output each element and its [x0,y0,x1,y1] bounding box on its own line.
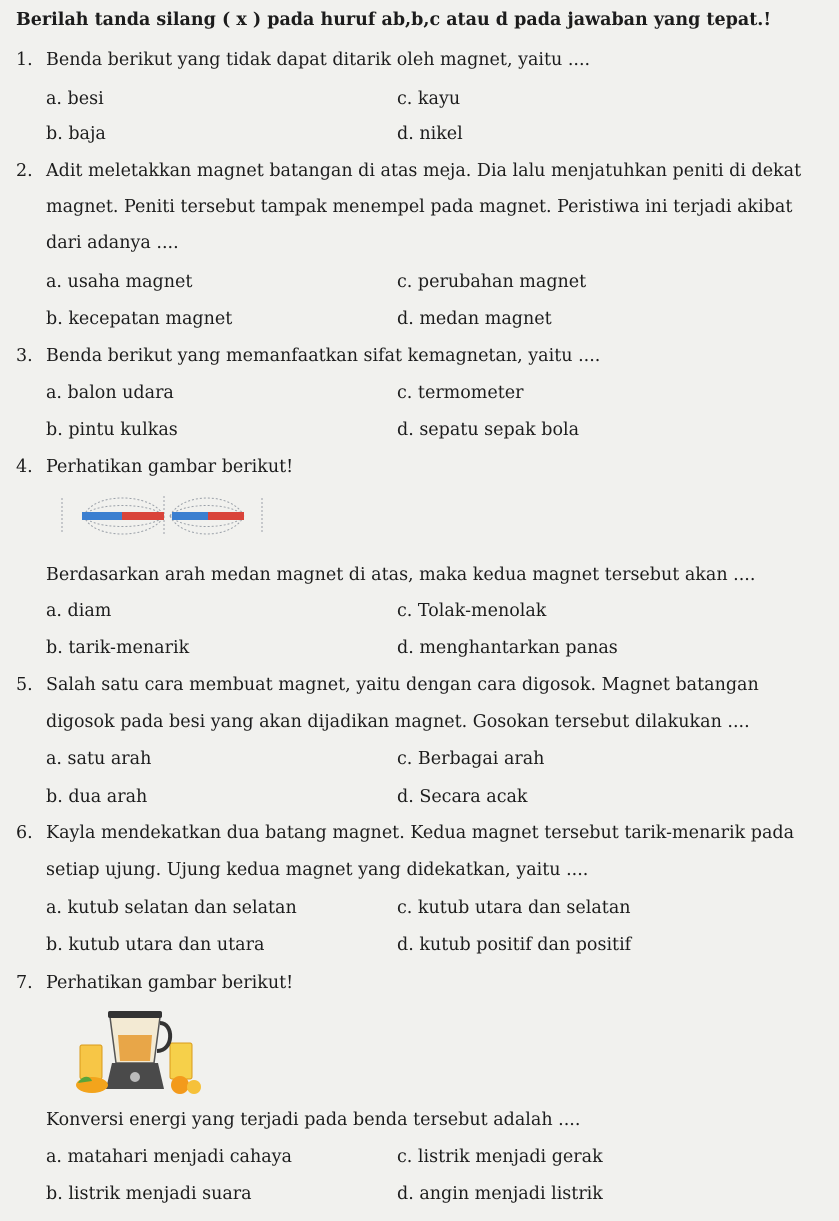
blender-contents [118,1035,152,1061]
question-5-text-line-1: Salah satu cara membuat magnet, yaitu dengan cara digosok. Magnet batangan [46,675,759,695]
magnet-1-red-pole [122,512,164,520]
q3-option-b[interactable]: b. pintu kulkas [46,420,178,440]
question-4-text-line-2: Berdasarkan arah medan magnet di atas, maka kedua magnet tersebut akan .... [46,565,756,585]
magnet-1-blue-pole [82,512,122,520]
q7-option-d[interactable]: d. angin menjadi listrik [397,1184,603,1204]
q6-option-d[interactable]: d. kutub positif dan positif [397,935,632,955]
fruit-right-2 [187,1080,201,1094]
q5-option-a[interactable]: a. satu arah [46,749,152,769]
q6-option-a[interactable]: a. kutub selatan dan selatan [46,898,297,918]
q6-option-c[interactable]: c. kutub utara dan selatan [397,898,631,918]
question-2-text-line-3: dari adanya .... [46,233,179,253]
question-6-text-line-1: Kayla mendekatkan dua batang magnet. Kedua magnet tersebut tarik-menarik pada [46,823,795,843]
instruction: Berilah tanda silang ( x ) pada huruf ab,b,c atau d pada jawaban yang tepat.! [16,10,772,30]
q7-option-c[interactable]: c. listrik menjadi gerak [397,1147,603,1167]
q3-option-c[interactable]: c. termometer [397,383,524,403]
q2-option-b[interactable]: b. kecepatan magnet [46,309,233,329]
question-5-number[interactable]: 5. [16,675,33,695]
q5-option-c[interactable]: c. Berbagai arah [397,749,545,769]
q2-option-d[interactable]: d. medan magnet [397,309,552,329]
question-3-text: Benda berikut yang memanfaatkan sifat kemagnetan, yaitu .... [46,346,601,366]
question-1-text: Benda berikut yang tidak dapat ditarik oleh magnet, yaitu .... [46,50,591,70]
blender-figure [62,1005,212,1097]
q5-option-d[interactable]: d. Secara acak [397,787,528,807]
q1-option-a[interactable]: a. besi [46,89,104,109]
question-3-number[interactable]: 3. [16,346,33,366]
question-2-number[interactable]: 2. [16,161,33,181]
juice-glass-left [80,1045,102,1079]
blender-dial [130,1072,140,1082]
q7-option-b[interactable]: b. listrik menjadi suara [46,1184,252,1204]
q6-option-b[interactable]: b. kutub utara dan utara [46,935,265,955]
q3-option-a[interactable]: a. balon udara [46,383,174,403]
blender-lid [108,1011,162,1018]
magnet-2-blue-pole [172,512,208,520]
question-2-text-line-2: magnet. Peniti tersebut tampak menempel pada magnet. Peristiwa ini terjadi akibat [46,197,793,217]
question-2-text-line-1: Adit meletakkan magnet batangan di atas meja. Dia lalu menjatuhkan peniti di dekat [46,161,802,181]
question-7-text-line-2: Konversi energi yang terjadi pada benda tersebut adalah .... [46,1110,581,1130]
question-6-number[interactable]: 6. [16,823,33,843]
q2-option-a[interactable]: a. usaha magnet [46,272,193,292]
question-4-number[interactable]: 4. [16,457,33,477]
fruit-right-1 [171,1076,189,1094]
q4-option-a[interactable]: a. diam [46,601,112,621]
question-7-text-line-1: Perhatikan gambar berikut! [46,973,294,993]
q2-option-c[interactable]: c. perubahan magnet [397,272,587,292]
question-7-number[interactable]: 7. [16,973,33,993]
magnet-field-figure [52,490,277,542]
question-5-text-line-2: digosok pada besi yang akan dijadikan magnet. Gosokan tersebut dilakukan .... [46,712,750,732]
magnet-2-red-pole [208,512,244,520]
juice-glass-right [170,1043,192,1079]
q3-option-d[interactable]: d. sepatu sepak bola [397,420,580,440]
q1-option-b[interactable]: b. baja [46,124,106,144]
q1-option-c[interactable]: c. kayu [397,89,461,109]
q1-option-d[interactable]: d. nikel [397,124,463,144]
q4-option-d[interactable]: d. menghantarkan panas [397,638,618,658]
q4-option-b[interactable]: b. tarik-menarik [46,638,190,658]
q5-option-b[interactable]: b. dua arah [46,787,148,807]
q4-option-c[interactable]: c. Tolak-menolak [397,601,547,621]
question-4-text-line-1: Perhatikan gambar berikut! [46,457,294,477]
question-1-number[interactable]: 1. [16,50,33,70]
q7-option-a[interactable]: a. matahari menjadi cahaya [46,1147,292,1167]
question-6-text-line-2: setiap ujung. Ujung kedua magnet yang didekatkan, yaitu .... [46,860,589,880]
